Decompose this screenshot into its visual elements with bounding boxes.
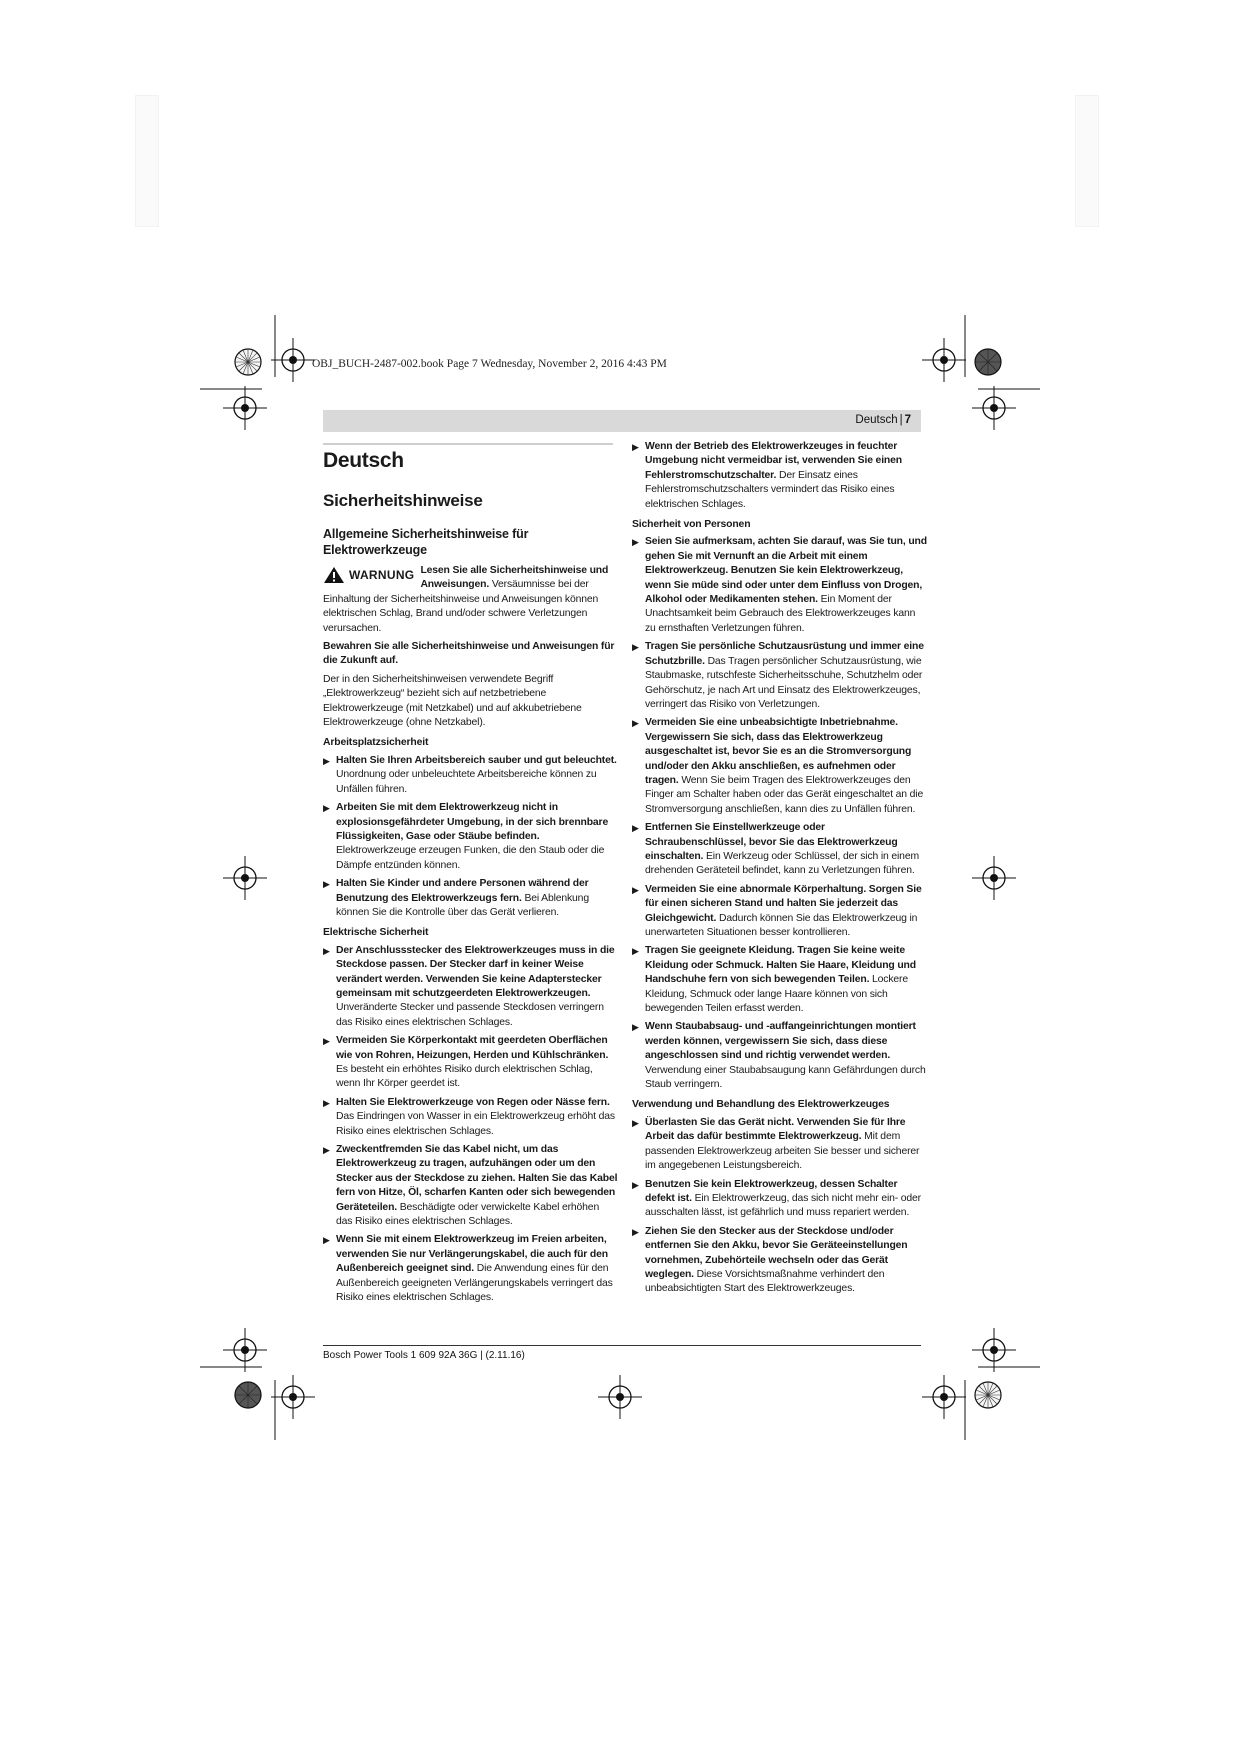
list-item-text: Es besteht ein erhöhtes Risiko durch elektrischen Schlag, wenn Ihr Körper geerdet ist. bbox=[336, 1064, 593, 1090]
list-item-bold: Arbeiten Sie mit dem Elektrowerkzeug nicht in explosionsgefährdeter Umgebung, in der sich brennbare Flüssigkeiten, Gase oder Stäube befinden. bbox=[336, 802, 609, 842]
left-column bbox=[323, 448, 618, 1310]
warning-badge bbox=[323, 566, 414, 584]
bullet-arrow-icon: ▶ bbox=[632, 718, 639, 729]
list-item bbox=[632, 716, 927, 817]
list-item bbox=[323, 1233, 618, 1305]
definition-text: Der in den Sicherheitshinweisen verwendete Begriff „Elektrowerkzeug“ bezieht sich auf netzbetriebene Elektrowerkzeuge (mit Netzkabel) und auf akkubetriebene Elektrowerkzeuge (ohne Netzkabel). bbox=[323, 673, 582, 729]
list-item-bold: Wenn Sie mit einem Elektrowerkzeug im Freien arbeiten, verwenden Sie nur Verlängerungskabel, die auch für den Außenbereich geeignet sind. bbox=[336, 1234, 608, 1275]
page-footer: Bosch Power Tools 1 609 92A 36G | (2.11.16) bbox=[323, 1350, 525, 1361]
bullet-arrow-icon: ▶ bbox=[323, 879, 330, 890]
list-item-text: Ein Elektrowerkzeug, das sich nicht mehr ein- oder ausschalten lässt, ist gefährlich und muss repariert werden. bbox=[645, 1192, 921, 1219]
bullet-arrow-icon: ▶ bbox=[323, 1097, 330, 1108]
electrical-heading: Elektrische Sicherheit bbox=[323, 927, 429, 939]
list-item-bold: Vermeiden Sie Körperkontakt mit geerdeten Oberflächen wie von Rohren, Heizungen, Herden und Kühlschränken. bbox=[336, 1035, 609, 1061]
bullet-arrow-icon: ▶ bbox=[632, 642, 639, 653]
list-item-bold: Tragen Sie geeignete Kleidung. Tragen Sie keine weite Kleidung oder Schmuck. Halten Sie Haare, Kleidung und Handschuhe fern von sich bewegenden Teilen. bbox=[645, 945, 916, 986]
list-item-bold: Vermeiden Sie eine unbeabsichtigte Inbetriebnahme. Vergewissern Sie sich, dass das Elektrowerkzeug ausgeschaltet ist, bevor Sie es an die Stromversorgung und/oder den Akku anschließen, es aufnehmen oder tragen. bbox=[645, 717, 912, 786]
bullet-arrow-icon: ▶ bbox=[323, 1036, 330, 1047]
bullet-arrow-icon: ▶ bbox=[632, 884, 639, 895]
list-item-bold: Halten Sie Kinder und andere Personen während der Benutzung des Elektrowerkzeugs fern. bbox=[336, 878, 589, 904]
list-item-bold: Halten Sie Ihren Arbeitsbereich sauber und gut beleuchtet. bbox=[336, 754, 617, 766]
list-item bbox=[323, 877, 618, 920]
list-item-text: Ein Moment der Unachtsamkeit beim Gebrauch des Elektrowerkzeuges kann zu ernsthaften Verletzungen führen. bbox=[645, 594, 916, 634]
list-item-bold: Wenn der Betrieb des Elektrowerkzeuges in feuchter Umgebung nicht vermeidbar ist, verwenden Sie einen Fehlerstromschutzschalter. bbox=[645, 441, 902, 481]
list-item-text: Der Einsatz eines Fehlerstromschutzschalters vermindert das Risiko eines elektrischen Schlages. bbox=[645, 469, 895, 510]
list-item-text: Ein Werkzeug oder Schlüssel, der sich in einem drehenden Geräteteil befindet, kann zu Verletzungen führen. bbox=[645, 850, 919, 877]
list-item bbox=[632, 944, 927, 1016]
section-title: Sicherheitshinweise bbox=[323, 491, 483, 510]
list-item-text: Das Eindringen von Wasser in ein Elektrowerkzeug erhöht das Risiko eines elektrischen Schlages. bbox=[336, 1111, 615, 1137]
warning-bold: Lesen Sie alle Sicherheitshinweise und Anweisungen. bbox=[420, 565, 609, 591]
bullet-arrow-icon: ▶ bbox=[632, 1022, 639, 1033]
list-item bbox=[632, 440, 927, 512]
list-item-bold: Wenn Staubabsaug- und -auffangeinrichtungen montiert werden können, vergewissern Sie sich, dass diese angeschlossen sind und richtig verwendet werden. bbox=[645, 1021, 916, 1062]
list-item bbox=[323, 1096, 618, 1139]
workplace-heading: Arbeitsplatzsicherheit bbox=[323, 737, 429, 749]
list-item-text: Lockere Kleidung, Schmuck oder lange Haare können von sich bewegenden Teilen erfasst werden. bbox=[645, 974, 908, 1015]
list-item bbox=[632, 535, 927, 636]
list-item bbox=[323, 754, 618, 797]
list-item-text: Wenn Sie beim Tragen des Elektrowerkzeuges den Finger am Schalter haben oder das Gerät eingeschaltet an die Stromversorgung anschließen, kann dies zu Unfällen führen. bbox=[645, 774, 924, 815]
list-item bbox=[632, 1020, 927, 1092]
bullet-arrow-icon: ▶ bbox=[323, 803, 330, 814]
warning-triangle-icon bbox=[323, 566, 345, 584]
list-item bbox=[323, 1143, 618, 1229]
header-separator: | bbox=[899, 414, 903, 426]
list-item-text: Bei Ablenkung können Sie die Kontrolle über das Gerät verlieren. bbox=[336, 892, 589, 918]
list-item-bold: Entfernen Sie Einstellwerkzeuge oder Schraubenschlüssel, bevor Sie das Elektrowerkzeug einschalten. bbox=[645, 822, 898, 862]
list-item-bold: Zweckentfremden Sie das Kabel nicht, um das Elektrowerkzeug zu tragen, aufzuhängen oder um den Stecker aus der Steckdose zu ziehen. Halten Sie das Kabel fern von Hitze, Öl, scharfen Kanten oder sich bewegenden Geräteteilen. bbox=[336, 1144, 618, 1213]
page-header bbox=[323, 410, 921, 432]
list-item-text: Das Tragen persönlicher Schutzausrüstung, wie Staubmaske, rutschfeste Sicherheitsschuhe, Schutzhelm oder Gehörschutz, je nach Art und Einsatz des Elektrowerkzeuges, verringert das Risiko von Verletzungen. bbox=[645, 655, 923, 710]
warning-label: WARNUNG bbox=[349, 567, 415, 582]
bullet-arrow-icon: ▶ bbox=[632, 1117, 639, 1128]
bullet-arrow-icon: ▶ bbox=[632, 537, 639, 548]
bullet-arrow-icon: ▶ bbox=[323, 755, 330, 766]
footer-rule bbox=[323, 1345, 921, 1346]
list-item bbox=[632, 1116, 927, 1174]
general-heading: Allgemeine Sicherheitshinweise für Elektrowerkzeuge bbox=[323, 527, 529, 557]
list-item-text: Die Anwendung eines für den Außenbereich geeigneten Verlängerungskabels verringert das Risiko eines elektrischen Schlages. bbox=[336, 1263, 613, 1304]
list-item bbox=[323, 1034, 618, 1092]
list-item bbox=[323, 944, 618, 1030]
persons-heading: Sicherheit von Personen bbox=[632, 519, 751, 531]
list-item-text: Dadurch können Sie das Elektrowerkzeug in unerwarteten Situationen besser kontrollieren. bbox=[645, 912, 918, 938]
list-item-text: Mit dem passenden Elektrowerkzeug arbeiten Sie besser und sicherer im angegebenen Leistungsbereich. bbox=[645, 1131, 920, 1172]
bullet-arrow-icon: ▶ bbox=[632, 442, 639, 452]
title-rule bbox=[323, 443, 613, 445]
warning-text: Versäumnisse bei der Einhaltung der Sicherheitshinweise und Anweisungen können elektrischen Schlag, Brand und/oder schwere Verletzungen verursachen. bbox=[323, 579, 599, 634]
list-item-bold: Vermeiden Sie eine abnormale Körperhaltung. Sorgen Sie für einen sicheren Stand und halten Sie jederzeit das Gleichgewicht. bbox=[645, 883, 922, 924]
right-column bbox=[632, 440, 927, 1301]
list-item bbox=[632, 640, 927, 712]
list-item-bold: Halten Sie Elektrowerkzeuge von Regen oder Nässe fern. bbox=[336, 1096, 610, 1108]
page-number: 7 bbox=[904, 414, 911, 426]
list-item-text: Beschädigte oder verwickelte Kabel erhöhen das Risiko eines elektrischen Schlages. bbox=[336, 1201, 600, 1228]
page-title: Deutsch bbox=[323, 449, 404, 472]
list-item bbox=[632, 883, 927, 941]
list-item bbox=[323, 801, 618, 873]
list-item-bold: Benutzen Sie kein Elektrowerkzeug, dessen Schalter defekt ist. bbox=[645, 1178, 898, 1204]
list-item-bold: Seien Sie aufmerksam, achten Sie darauf, was Sie tun, und gehen Sie mit Vernunft an die Arbeit mit einem Elektrowerkzeug. Benutzen Sie kein Elektrowerkzeug, wenn Sie müde sind oder unter dem Einfluss von Drogen, Alkohol oder Medikamenten stehen. bbox=[645, 536, 927, 606]
header-section: Deutsch bbox=[855, 414, 898, 426]
warning-block bbox=[323, 564, 618, 636]
list-item-bold: Der Anschlussstecker des Elektrowerkzeuges muss in die Steckdose passen. Der Stecker darf in keiner Weise verändert werden. Verwenden Sie keine Adapterstecker gemeinsam mit schutzgeerdeten Elektrowerkzeugen. bbox=[336, 944, 615, 999]
list-item-bold: Ziehen Sie den Stecker aus der Steckdose und/oder entfernen Sie den Akku, bevor Sie Geräteeinstellungen vornehmen, Zubehörteile wechseln oder das Gerät weglegen. bbox=[645, 1225, 908, 1280]
bullet-arrow-icon: ▶ bbox=[632, 1226, 639, 1237]
print-slug: OBJ_BUCH-2487-002.book Page 7 Wednesday, November 2, 2016 4:43 PM bbox=[312, 358, 667, 370]
list-item-bold: Tragen Sie persönliche Schutzausrüstung und immer eine Schutzbrille. bbox=[645, 641, 924, 667]
list-item bbox=[632, 821, 927, 879]
bullet-arrow-icon: ▶ bbox=[632, 823, 639, 834]
bullet-arrow-icon: ▶ bbox=[632, 946, 639, 957]
keep-instructions: Bewahren Sie alle Sicherheitshinweise und Anweisungen für die Zukunft auf. bbox=[323, 641, 615, 667]
list-item-text: Unveränderte Stecker und passende Steckdosen verringern das Risiko eines elektrischen Schlages. bbox=[336, 1002, 604, 1028]
bullet-arrow-icon: ▶ bbox=[323, 945, 330, 956]
list-item-text: Verwendung einer Staubabsaugung kann Gefährdungen durch Staub verringern. bbox=[645, 1064, 926, 1091]
list-item-text: Unordnung oder unbeleuchtete Arbeitsbereiche können zu Unfällen führen. bbox=[336, 769, 597, 795]
bullet-arrow-icon: ▶ bbox=[323, 1145, 330, 1156]
bullet-arrow-icon: ▶ bbox=[632, 1179, 639, 1190]
page-header-text bbox=[855, 414, 911, 426]
list-item-text: Diese Vorsichtsmaßnahme verhindert den unbeabsichtigten Start des Elektrowerkzeuges. bbox=[645, 1268, 885, 1295]
list-item bbox=[632, 1225, 927, 1297]
list-item bbox=[632, 1178, 927, 1221]
list-item-bold: Überlasten Sie das Gerät nicht. Verwenden Sie für Ihre Arbeit das dafür bestimmte Elektrowerkzeug. bbox=[645, 1116, 906, 1143]
usage-heading: Verwendung und Behandlung des Elektrowerkzeuges bbox=[632, 1099, 890, 1111]
bullet-arrow-icon: ▶ bbox=[323, 1235, 330, 1246]
list-item-text: Elektrowerkzeuge erzeugen Funken, die den Staub oder die Dämpfe entzünden können. bbox=[336, 845, 605, 871]
